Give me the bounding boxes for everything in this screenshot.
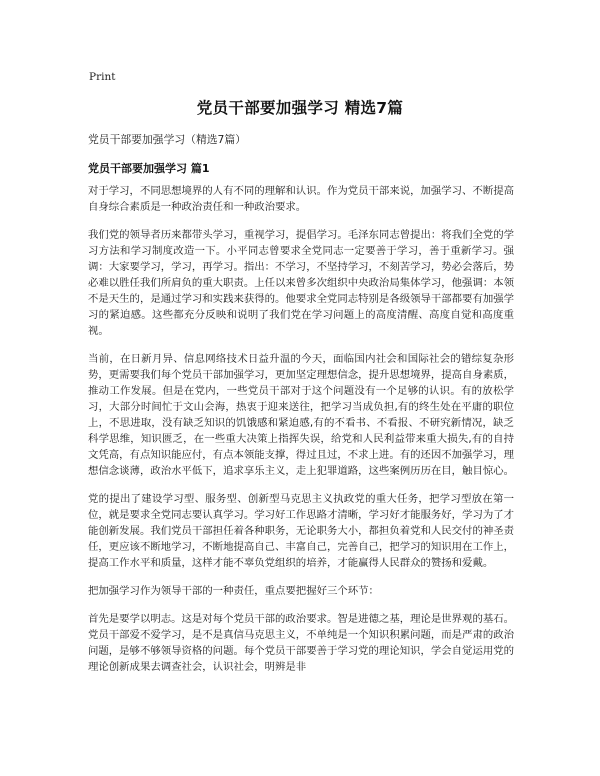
paragraph: 把加强学习作为领导干部的一种责任，重点要把握好三个环节： xyxy=(88,585,379,597)
paragraph: 对于学习，不同思想境界的人有不同的理解和认识。作为党员干部来说，加强学习、不断提高自身综合素质是一种政治责任和一种政治要求。 xyxy=(88,185,515,213)
paragraph: 当前，在日新月异、信息网络技术日益升温的今天，面临国内社会和国际社会的错综复杂形势，更需要我们每个党员干部加强学习，更加坚定理想信念，提升思想境界，提高自身素质，推动工作发展。但是在党内，一些党员干部对于这个问题没有一个足够的认识。有的放松学习，大部分时间忙于文山会海，热衷于迎来送往，把学习当成负担,有的终生处在平庸的职位上，不思进取，没有缺乏知识的饥饿感和紧迫感,有的不看书、不看报、不研究新情况，缺乏科学思维，知识匮乏，在一些重大决策上指挥失误，给党和人民利益带来重大损失,有的自持文凭高，有点知识能应付，有点本领能支撑，得过且过，不求上进。有的还因不加强学习，理想信念谈薄，政治水平低下，追求享乐主义，走上犯罪道路，这些案例历历在目，触目惊心。 xyxy=(88,353,515,477)
paragraph: 我们党的领导者历来都带头学习，重视学习，提倡学习。毛泽东同志曾提出：将我们全党的学习方法和学习制度改造一下。小平同志曾要求全党同志一定要善于学习，善于重新学习。强调：大家要学习，学习，再学习。指出：不学习，不坚持学习，不刻苦学习，势必会落后，势必难以胜任我们所肩负的重大职责。上任以来曾多次组织中央政治局集体学习，他强调：本领不是天生的，是通过学习和实践来获得的。他要求全党同志特别是各级领导干部都要有加强学习的紧迫感。这些都充分反映和说明了我们党在学习问题上的高度清醒、高度自觉和高度重视。 xyxy=(88,229,515,337)
page-title: 党员干部要加强学习 精选7篇 xyxy=(196,99,404,117)
section-heading: 党员干部要加强学习 篇1 xyxy=(88,162,210,175)
print-link[interactable]: Print xyxy=(89,71,116,83)
document-subtitle: 党员干部要加强学习（精选7篇） xyxy=(88,133,247,146)
paragraph: 首先是要学以明志。这是对每个党员干部的政治要求。智是进德之基，理论是世界观的基石。党员干部爱不爱学习，是不是真信马克思主义，不单纯是一个知识积累问题，而是严肃的政治问题，是够不够领导资格的问题。每个党员干部要善于学习党的理论知识，学会自觉运用党的理论创新成果去调查社会，认识社会，明辨是非 xyxy=(88,613,515,673)
paragraph: 党的提出了建设学习型、服务型、创新型马克思主义执政党的重大任务，把学习型放在第一位，就是要求全党同志要认真学习。学习好工作思路才清晰，学习好才能服务好，学习为了才能创新发展。我们党员干部担任着各种职务，无论职务大小，都担负着党和人民交付的神圣责任，更应该不断地学习，不断地提高自己、丰富自己，完善自己，把学习的知识用在工作上，提高工作水平和质量，这样才能不辜负党组织的培养，才能赢得人民群众的赞扬和爱戴。 xyxy=(88,493,515,569)
article-body xyxy=(88,183,514,687)
